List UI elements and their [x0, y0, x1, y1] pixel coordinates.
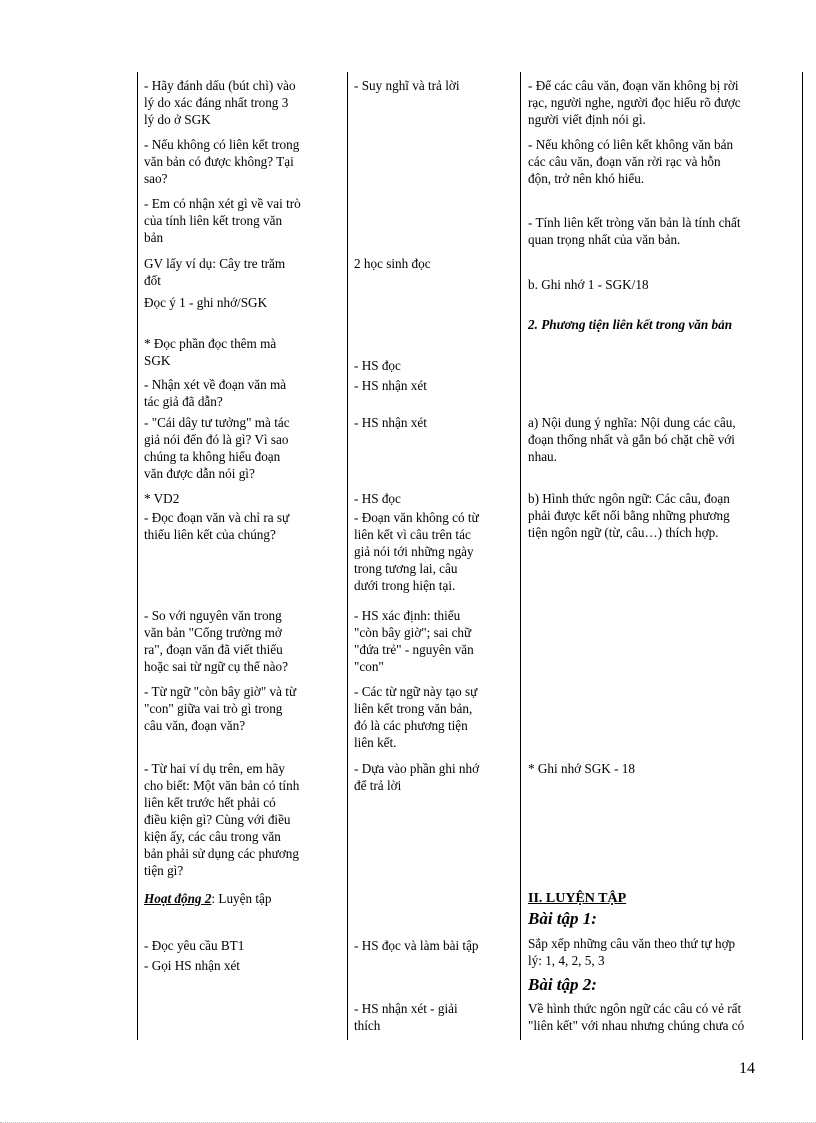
page-number: 14	[739, 1060, 755, 1077]
c1-item-f: * Đọc phần đọc thêm mà SGK	[144, 336, 277, 368]
c3-item-h: * Ghi nhớ SGK - 18	[528, 761, 635, 776]
c3-item-g: b) Hình thức ngôn ngữ: Các câu, đoạn phải được kết nối bằng những phương tiện ngôn ngữ (từ, câu…) thích hợp.	[528, 491, 730, 540]
c1-item-k: - So với nguyên văn trong văn bản "Cổng trường mở ra", đoạn văn đã viết thiếu hoặc sai từ ngữ cụ thể nào?	[144, 608, 288, 674]
c2-item-d: - HS nhận xét	[354, 378, 427, 393]
practice-heading: II. LUYỆN TẬP	[528, 891, 627, 906]
activity-2-title: : Luyện tập	[211, 891, 272, 906]
c3-item-a: - Để các câu văn, đoạn văn không bị rời rạc, người nghe, người đọc hiểu rõ được người viết định nói gì.	[528, 78, 741, 127]
c1-item-j: - Đọc đoạn văn và chỉ ra sự thiếu liên kết của chúng?	[144, 510, 290, 542]
c2-item-l: - HS nhận xét - giải thích	[354, 1001, 458, 1033]
c2-item-k: - HS đọc và làm bài tập	[354, 938, 479, 953]
c2-item-a: - Suy nghĩ và trả lời	[354, 78, 460, 93]
c2-item-j: - Dựa vào phần ghi nhớ để trả lời	[354, 761, 480, 793]
table-divider-1	[347, 72, 348, 1040]
table-border-left	[137, 72, 138, 1040]
c3-item-f: a) Nội dung ý nghĩa: Nội dung các câu, đoạn thống nhất và gắn bó chặt chẽ với nhau.	[528, 415, 736, 464]
activity-2-label: Hoạt động 2	[144, 891, 212, 906]
c2-item-h: - HS xác định: thiếu "còn bây giờ"; sai chữ "đứa trẻ" - nguyên văn "con"	[354, 608, 474, 674]
c2-item-b: 2 học sinh đọc	[354, 256, 431, 271]
c1-item-i: * VD2	[144, 491, 180, 506]
activity-2-heading	[144, 890, 344, 907]
c3-item-b: - Nếu không có liên kết không văn bản các câu văn, đoạn văn rời rạc và hỗn độn, trở nên khó hiểu.	[528, 137, 734, 186]
exercise-2-heading: Bài tập 2:	[528, 975, 597, 994]
c1-item-e: Đọc ý 1 - ghi nhớ/SGK	[144, 295, 268, 310]
c2-item-g: - Đoạn văn không có từ liên kết vì câu trên tác giả nói tới những ngày trong tương lai, câu dưới trong hiện tại.	[354, 510, 479, 593]
table-divider-2	[520, 72, 521, 1040]
c1-item-l: - Từ ngữ "còn bây giờ" và từ "con" giữa vai trò gì trong câu văn, đoạn văn?	[144, 684, 297, 733]
c2-item-i: - Các từ ngữ này tạo sự liên kết trong văn bản, đó là các phương tiện liên kết.	[354, 684, 478, 750]
c2-item-c: - HS đọc	[354, 358, 401, 373]
c1-item-d: GV lấy ví dụ: Cây tre trăm đốt	[144, 256, 286, 288]
c3-item-c: - Tính liên kết tròng văn bản là tính chất quan trọng nhất của văn bản.	[528, 215, 741, 247]
exercise-1-heading: Bài tập 1:	[528, 909, 597, 928]
c1-item-o: - Gọi HS nhận xét	[144, 958, 240, 973]
c3-item-m: Về hình thức ngôn ngữ các câu có vẻ rất "liên kết" với nhau nhưng chúng chưa có	[528, 1001, 745, 1033]
c2-item-e: - HS nhận xét	[354, 415, 427, 430]
c3-item-d: b. Ghi nhớ 1 - SGK/18	[528, 277, 649, 292]
c2-item-f: - HS đọc	[354, 491, 401, 506]
c1-item-a: - Hãy đánh dấu (bút chì) vào lý do xác đáng nhất trong 3 lý do ở SGK	[144, 78, 296, 127]
c3-item-k: Sắp xếp những câu văn theo thứ tự hợp lý: 1, 4, 2, 5, 3	[528, 936, 736, 968]
c1-item-b: - Nếu không có liên kết trong văn bản có được không? Tại sao?	[144, 137, 300, 186]
c1-item-n: - Đọc yêu cầu BT1	[144, 938, 245, 953]
table-border-right	[802, 72, 803, 1040]
c1-item-m: - Từ hai ví dụ trên, em hãy cho biết: Một văn bản có tính liên kết trước hết phải có điều kiện gì? Cùng với điều kiện ấy, các câu trong văn bản phải sử dụng các phương tiện gì?	[144, 761, 300, 878]
section-2-heading: 2. Phương tiện liên kết trong văn bản	[528, 317, 733, 332]
c1-item-c: - Em có nhận xét gì về vai trò của tính liên kết trong văn bản	[144, 196, 301, 245]
c1-item-h: - "Cái dây tư tưởng" mà tác giả nói đến đó là gì? Vì sao chúng ta không hiểu đoạn văn được dẫn nói gì?	[144, 415, 290, 481]
c1-item-g: - Nhận xét về đoạn văn mà tác giả đã dẫn?	[144, 377, 287, 409]
